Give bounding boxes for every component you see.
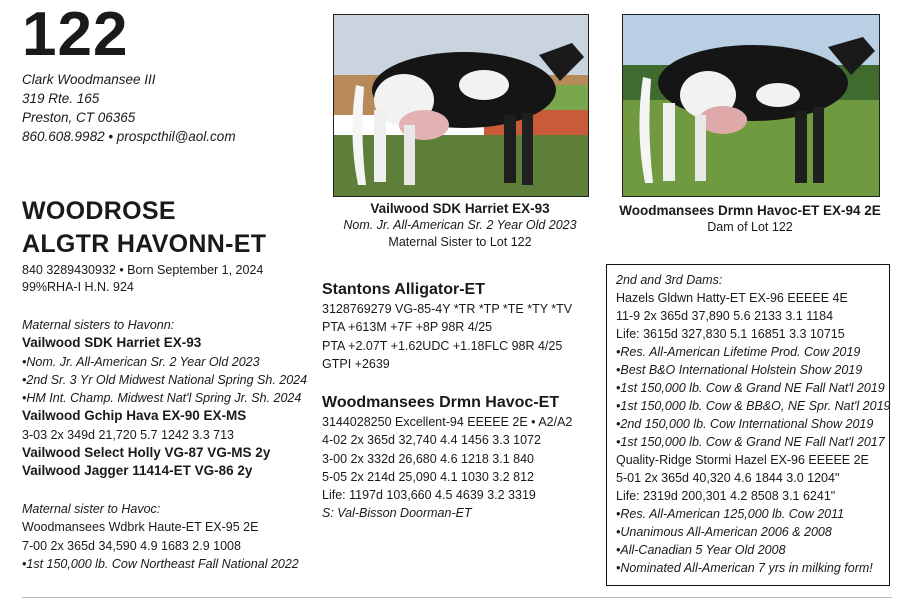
sire-line: GTPI +2639	[322, 356, 390, 371]
record-line: •1st 150,000 lb. Cow & Grand NE Fall Nat'l 2017	[616, 435, 885, 449]
record-line: 11-9 2x 365d 37,890 5.6 2133 3.1 1184	[616, 309, 834, 323]
record-line: S: Val-Bisson Doorman-ET	[322, 506, 472, 521]
second-third-dams-box	[606, 264, 890, 586]
sire-line: PTA +613M +7F +8P 98R 4/25	[322, 320, 493, 335]
photo-harriet-line2: Maternal Sister to Lot 122	[388, 235, 532, 249]
record-line: •Res. All-American Lifetime Prod. Cow 2019	[616, 345, 861, 359]
record-line: •Unanimous All-American 2006 & 2008	[616, 525, 832, 539]
record-line: 3-00 2x 332d 26,680 4.6 1218 3.1 840	[322, 451, 534, 466]
maternal-sister-havoc	[22, 500, 299, 573]
contact-phone-email: 860.608.9982 • prospcthil@aol.com	[22, 129, 236, 144]
animal-info	[22, 262, 263, 296]
record-line: Hazels Gldwn Hatty-ET EX-96 EEEEE 4E	[616, 291, 848, 305]
record-line: Life: 3615d 327,830 5.1 16851 3.3 10715	[616, 327, 845, 341]
record-line: Vailwood Jagger 11414-ET VG-86 2y	[22, 463, 253, 479]
dam-records	[322, 413, 572, 523]
sire-section	[322, 280, 572, 373]
record-line: Vailwood Gchip Hava EX-90 EX-MS	[22, 408, 247, 424]
record-line: 3-03 2x 349d 21,720 5.7 1242 3.3 713	[22, 427, 234, 442]
contact-city: Preston, CT 06365	[22, 110, 136, 125]
dam-name: Woodmansees Drmn Havoc-ET	[322, 394, 560, 411]
record-line: Vailwood Select Holly VG-87 VG-MS 2y	[22, 445, 271, 461]
section-header: Maternal sister to Havoc:	[22, 502, 161, 516]
photo-havoc	[622, 14, 880, 197]
photo-harriet-title: Vailwood SDK Harriet EX-93	[370, 201, 550, 216]
maternal-sisters-havonn	[22, 316, 307, 481]
record-line: Woodmansees Wdbrk Haute-ET EX-95 2E	[22, 520, 259, 535]
sire-name: Stantons Alligator-ET	[322, 281, 485, 298]
consignor-contact	[22, 70, 236, 146]
photo-harriet-caption	[333, 200, 587, 251]
photo-harriet	[333, 14, 589, 197]
animal-name-line1: WOODROSE	[22, 197, 176, 225]
contact-name: Clark Woodmansee III	[22, 72, 156, 87]
record-line: •1st 150,000 lb. Cow Northeast Fall National 2022	[22, 556, 299, 571]
cow-photo-image	[334, 15, 588, 196]
record-line: •2nd 150,000 lb. Cow International Show 2019	[616, 417, 874, 431]
section-header: Maternal sisters to Havonn:	[22, 318, 175, 332]
record-line: •1st 150,000 lb. Cow & Grand NE Fall Nat'l 2019	[616, 381, 885, 395]
registration-line: 840 3289430932 • Born September 1, 2024	[22, 263, 264, 277]
animal-name-line2: ALGTR HAVONN-ET	[22, 230, 267, 258]
maternal-sisters-list	[22, 334, 307, 480]
record-line: •Nominated All-American 7 yrs in milking form!	[616, 561, 873, 575]
maternal-sister-list	[22, 518, 299, 573]
record-line: 5-01 2x 365d 40,320 4.6 1844 3.0 1204"	[616, 471, 840, 485]
record-line: •1st 150,000 lb. Cow & BB&O, NE Spr. Nat'l 2019	[616, 399, 891, 413]
record-line: •2nd Sr. 3 Yr Old Midwest National Spring Sh. 2024	[22, 372, 308, 387]
record-line: •HM Int. Champ. Midwest Nat'l Spring Jr. Sh. 2024	[22, 391, 302, 406]
bottom-divider	[22, 597, 892, 598]
photo-havoc-caption	[600, 202, 900, 236]
record-line: Quality-Ridge Stormi Hazel EX-96 EEEEE 2E	[616, 453, 869, 467]
photo-havoc-title: Woodmansees Drmn Havoc-ET EX-94 2E	[619, 203, 881, 218]
record-line: Life: 1197d 103,660 4.5 4639 3.2 3319	[322, 488, 536, 503]
record-line: Vailwood SDK Harriet EX-93	[22, 335, 202, 351]
cow-photo-image	[623, 15, 879, 196]
record-line: •Best B&O International Holstein Show 2019	[616, 363, 863, 377]
record-line: •Nom. Jr. All-American Sr. 2 Year Old 2023	[22, 354, 260, 369]
animal-name	[22, 195, 266, 261]
contact-address: 319 Rte. 165	[22, 91, 100, 106]
rha-line: 99%RHA-I H.N. 924	[22, 280, 134, 294]
photo-harriet-line1: Nom. Jr. All-American Sr. 2 Year Old 2023	[343, 218, 577, 232]
sire-line: 3128769279 VG-85-4Y *TR *TP *TE *TY *TV	[322, 302, 573, 316]
dams-list	[616, 289, 891, 577]
record-line: 7-00 2x 365d 34,590 4.9 1683 2.9 1008	[22, 538, 241, 553]
record-line: •All-Canadian 5 Year Old 2008	[616, 543, 786, 557]
lot-number: 122	[22, 0, 129, 69]
record-line: 4-02 2x 365d 32,740 4.4 1456 3.3 1072	[322, 433, 541, 448]
dam-section	[322, 393, 572, 523]
record-line: Life: 2319d 200,301 4.2 8508 3.1 6241"	[616, 489, 836, 503]
record-line: •Res. All-American 125,000 lb. Cow 2011	[616, 507, 845, 521]
sire-line: PTA +2.07T +1.62UDC +1.18FLC 98R 4/25	[322, 338, 563, 353]
photo-havoc-line1: Dam of Lot 122	[707, 220, 793, 234]
section-header: 2nd and 3rd Dams:	[616, 273, 723, 287]
record-line: 5-05 2x 214d 25,090 4.1 1030 3.2 812	[322, 469, 534, 484]
dams-box-content	[616, 271, 891, 577]
record-line: 3144028250 Excellent-94 EEEEE 2E • A2/A2	[322, 415, 573, 429]
